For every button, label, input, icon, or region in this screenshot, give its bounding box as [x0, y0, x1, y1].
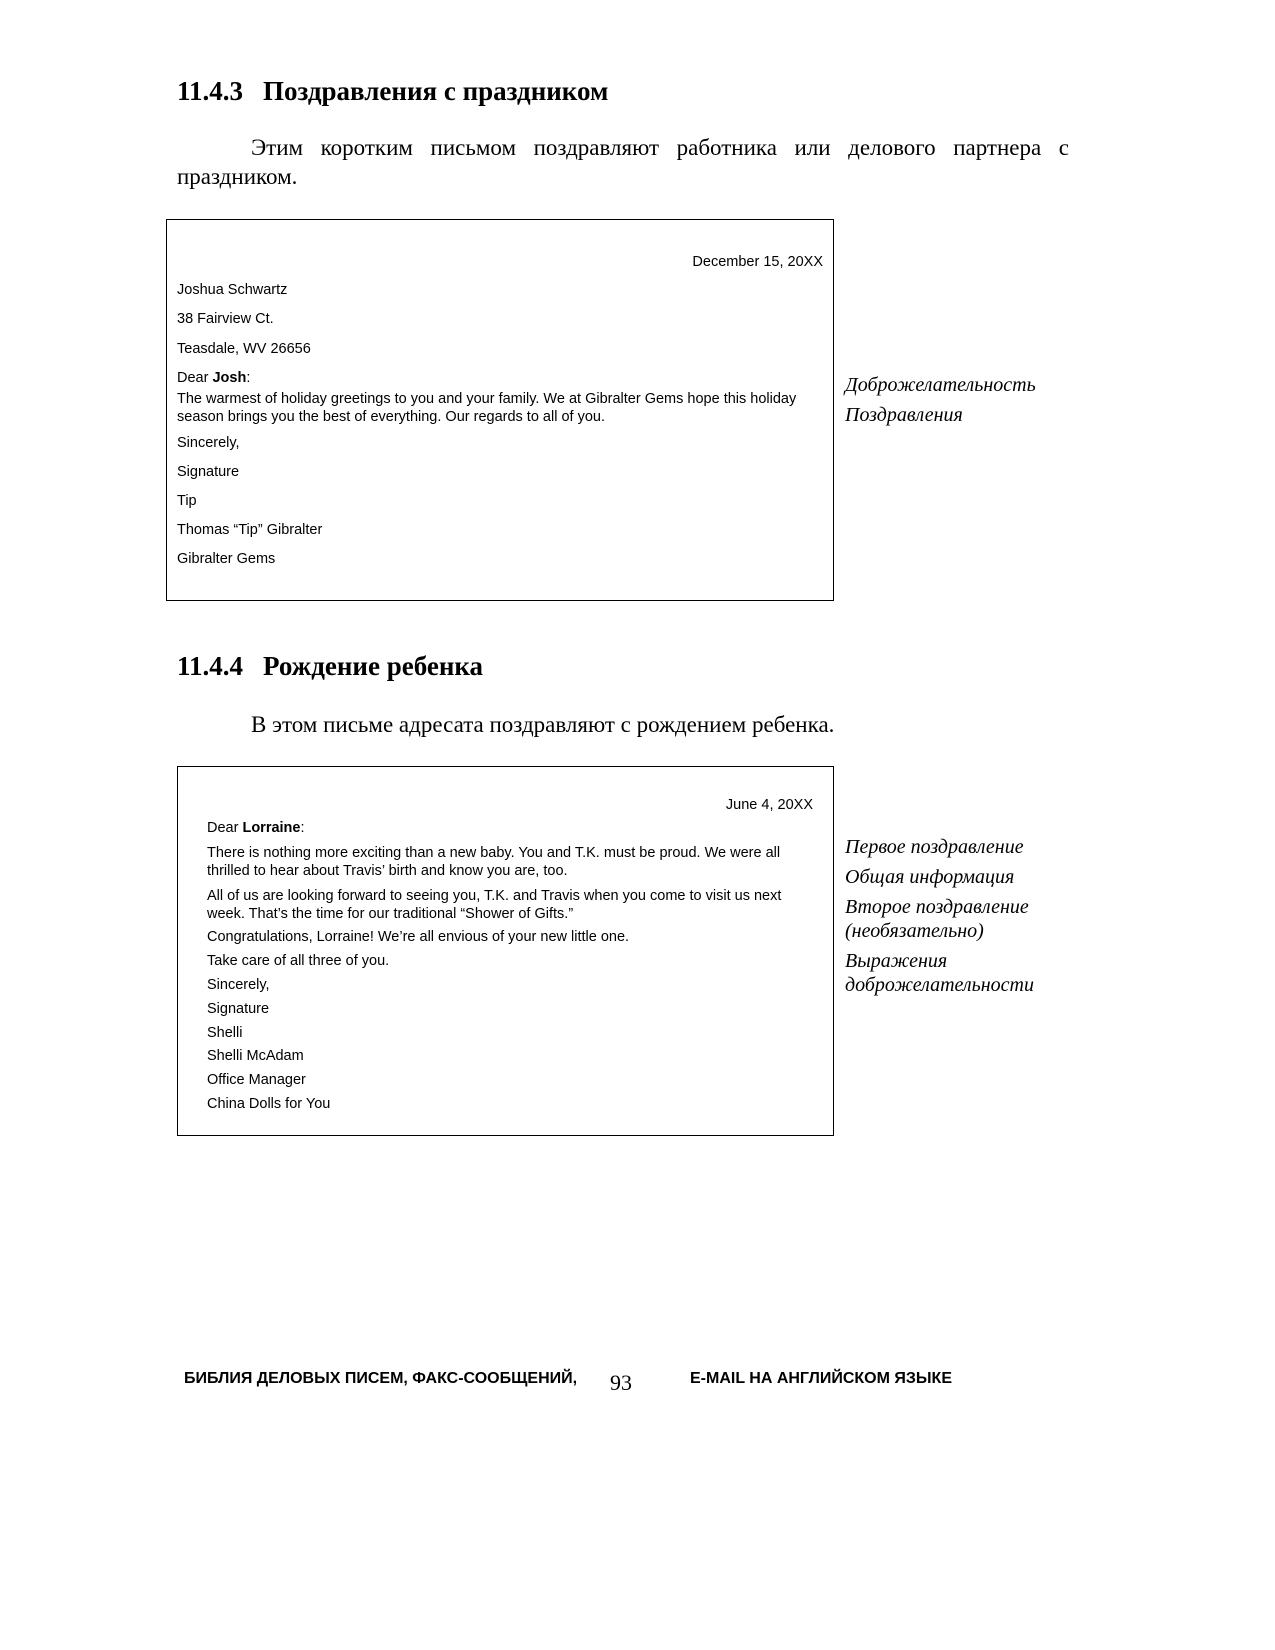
- sender-company: Gibralter Gems: [177, 551, 276, 567]
- sender-company: China Dolls for You: [207, 1096, 331, 1112]
- margin-note: Поздравления: [845, 404, 963, 426]
- footer-right-text: E-MAIL НА АНГЛИЙСКОМ ЯЗЫКЕ: [690, 1370, 952, 1387]
- salutation: Dear Josh:: [177, 370, 251, 386]
- section-intro: Этим коротким письмом поздравляют работника или делового партнера с праздником.: [177, 135, 1069, 189]
- recipient-address-line2: Teasdale, WV 26656: [177, 341, 311, 357]
- section-heading: [177, 76, 608, 107]
- page-number: 93: [610, 1370, 632, 1395]
- section-number: 11.4.3: [177, 76, 244, 106]
- letter-paragraph: Take care of all three of you.: [207, 953, 390, 969]
- letter-example: [177, 766, 834, 1136]
- letter-body: The warmest of holiday greetings to you and your family. We at Gibralter Gems hope this holiday season brings you the best of everything. Our regards to all of you.: [177, 391, 797, 425]
- letter-date: June 4, 20XX: [725, 797, 813, 813]
- sender-title: Office Manager: [207, 1072, 306, 1088]
- closing: Sincerely,: [207, 977, 270, 993]
- letter-paragraph: All of us are looking forward to seeing you, T.K. and Travis when you come to visit us next week. That’s the time for our traditional “Shower of Gifts.”: [207, 888, 782, 922]
- letter-date: December 15, 20XX: [692, 254, 823, 270]
- margin-note: Общая информация: [845, 866, 1015, 888]
- section-number: 11.4.4: [177, 651, 244, 681]
- margin-note: Выражения доброжелательности: [845, 950, 1034, 996]
- margin-note: Первое поздравление: [845, 836, 1024, 858]
- margin-note: Второе поздравление (необязательно): [845, 896, 1029, 942]
- closing: Sincerely,: [177, 435, 240, 451]
- sender-full-name: Shelli McAdam: [207, 1048, 304, 1064]
- recipient-name: Joshua Schwartz: [177, 282, 288, 298]
- section-title: Поздравления с праздником: [263, 76, 609, 106]
- footer-left-text: БИБЛИЯ ДЕЛОВЫХ ПИСЕМ, ФАКС-СООБЩЕНИЙ,: [184, 1370, 578, 1387]
- section-heading: [177, 651, 483, 682]
- letter-paragraph: There is nothing more exciting than a new baby. You and T.K. must be proud. We were all thrilled to hear about Travis’ birth and know you are, too.: [207, 845, 781, 879]
- signed-name: Tip: [177, 493, 197, 509]
- margin-note: Доброжелательность: [845, 374, 1036, 396]
- signed-name: Shelli: [207, 1025, 243, 1041]
- letter-paragraph: Congratulations, Lorraine! We’re all envious of your new little one.: [207, 929, 630, 945]
- letter-example: [166, 219, 834, 601]
- section-title: Рождение ребенка: [263, 651, 484, 681]
- recipient-address-line1: 38 Fairview Ct.: [177, 311, 274, 327]
- salutation: Dear Lorraine:: [207, 820, 305, 836]
- sender-full-name: Thomas “Tip” Gibralter: [177, 522, 323, 538]
- salutation-name: Josh: [212, 370, 247, 386]
- signature-placeholder: Signature: [177, 464, 240, 480]
- signature-placeholder: Signature: [207, 1001, 270, 1017]
- salutation-name: Lorraine: [242, 820, 301, 836]
- section-intro: В этом письме адресата поздравляют с рождением ребенка.: [251, 712, 835, 737]
